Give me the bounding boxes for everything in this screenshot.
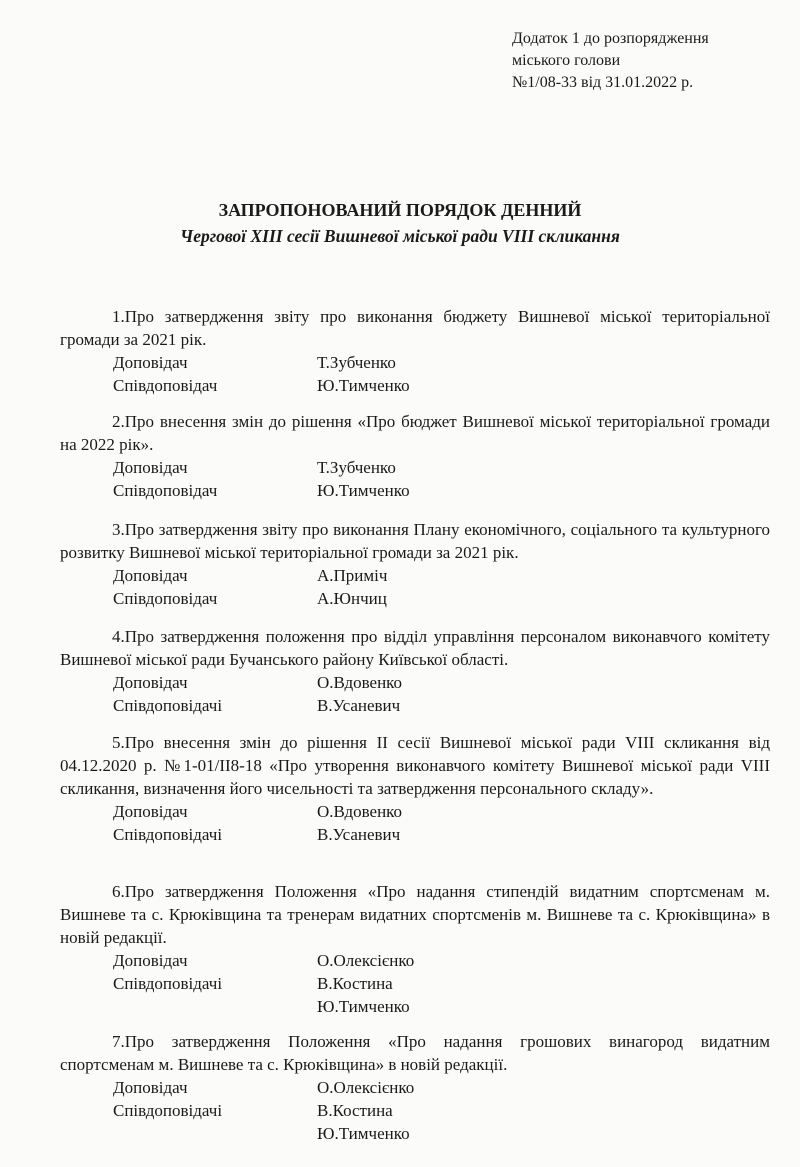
co-speaker-row (60, 694, 770, 717)
speaker-row (60, 1076, 770, 1099)
speaker-name: О.Олексієнко (317, 1078, 415, 1097)
speaker-row (60, 671, 770, 694)
co-speaker-row (60, 1099, 770, 1122)
agenda-item (60, 880, 770, 1018)
agenda-item-text: 5.Про внесення змін до рішення ІІ сесії Вишневої міської ради VІІІ скликання від 04.12.2020 р. №1-01/ІІ8-18 «Про утворення виконавчого комітету Вишневої міської ради VІІІ скликання, визначення його чисельності та затвердження персонального складу». (60, 733, 770, 798)
agenda-item-text: 4.Про затвердження положення про відділ управління персоналом виконавчого комітету Вишневої міської ради Бучанського району Київської області. (60, 627, 770, 669)
speaker-name: А.Приміч (317, 566, 388, 585)
speaker-label: Доповідач (113, 566, 188, 585)
agenda-item (60, 410, 770, 502)
co-speaker-row (60, 995, 770, 1018)
co-speaker-row (60, 374, 770, 397)
agenda-item (60, 305, 770, 397)
speaker-name: Т.Зубченко (317, 353, 396, 372)
speaker-row (60, 564, 770, 587)
co-speaker-name: В.Костина (317, 1101, 393, 1120)
co-speaker-name: Ю.Тимченко (317, 1124, 410, 1143)
speaker-label: Доповідач (113, 951, 188, 970)
speaker-row (60, 456, 770, 479)
co-speaker-name: Ю.Тимченко (317, 481, 410, 500)
co-speaker-name: А.Юнчиц (317, 589, 387, 608)
appendix-header (512, 28, 709, 94)
speaker-label: Доповідач (113, 353, 188, 372)
co-speaker-name: В.Усаневич (317, 696, 401, 715)
speaker-name: Т.Зубченко (317, 458, 396, 477)
co-speaker-label: Співдоповідачі (113, 1101, 223, 1120)
speaker-row (60, 800, 770, 823)
speaker-name: О.Вдовенко (317, 673, 403, 692)
speaker-label: Доповідач (113, 673, 188, 692)
co-speaker-name: Ю.Тимченко (317, 997, 410, 1016)
co-speaker-name: В.Усаневич (317, 825, 401, 844)
agenda-item-text: 6.Про затвердження Положення «Про надання стипендій видатним спортсменам м. Вишневе та с. Крюківщина та тренерам видатних спортсменів м. Вишневе та с. Крюківщина» в новій редакції. (60, 882, 770, 947)
agenda-item-text: 7.Про затвердження Положення «Про надання грошових винагород видатним спортсменам м. Вишневе та с. Крюківщина» в новій редакції. (60, 1032, 770, 1074)
co-speaker-row (60, 823, 770, 846)
co-speaker-label: Співдоповідачі (113, 974, 223, 993)
co-speaker-label: Співдоповідач (113, 376, 218, 395)
speaker-label: Доповідач (113, 458, 188, 477)
agenda-item (60, 731, 770, 846)
speaker-label: Доповідач (113, 802, 188, 821)
agenda-item (60, 625, 770, 717)
speaker-name: О.Вдовенко (317, 802, 403, 821)
speaker-row (60, 351, 770, 374)
co-speaker-row (60, 479, 770, 502)
speaker-name: О.Олексієнко (317, 951, 415, 970)
agenda-item (60, 518, 770, 610)
co-speaker-row (60, 1122, 770, 1145)
co-speaker-row (60, 972, 770, 995)
co-speaker-label: Співдоповідач (113, 481, 218, 500)
agenda-item-text: 3.Про затвердження звіту про виконання Плану економічного, соціального та культурного розвитку Вишневої міської територіальної громади за 2021 рік. (60, 520, 770, 562)
document-subtitle: Чергової ХІІІ сесії Вишневої міської ради VІІІ скликання (180, 226, 620, 246)
appendix-header-line: №1/08-33 від 31.01.2022 р. (512, 74, 694, 91)
agenda-item (60, 1030, 770, 1145)
document-title: ЗАПРОПОНОВАНИЙ ПОРЯДОК ДЕННИЙ (218, 200, 582, 220)
speaker-row (60, 949, 770, 972)
co-speaker-row (60, 587, 770, 610)
co-speaker-label: Співдоповідачі (113, 696, 223, 715)
appendix-header-line: міського голови (512, 52, 621, 69)
speaker-label: Доповідач (113, 1078, 188, 1097)
appendix-header-line: Додаток 1 до розпорядження (512, 30, 709, 47)
agenda-item-text: 2.Про внесення змін до рішення «Про бюджет Вишневої міської територіальної громади на 2022 рік». (60, 412, 770, 454)
agenda-item-text: 1.Про затвердження звіту про виконання бюджету Вишневої міської територіальної громади за 2021 рік. (60, 307, 770, 349)
co-speaker-label: Співдоповідачі (113, 825, 223, 844)
co-speaker-name: Ю.Тимченко (317, 376, 410, 395)
co-speaker-name: В.Костина (317, 974, 393, 993)
co-speaker-label: Співдоповідач (113, 589, 218, 608)
